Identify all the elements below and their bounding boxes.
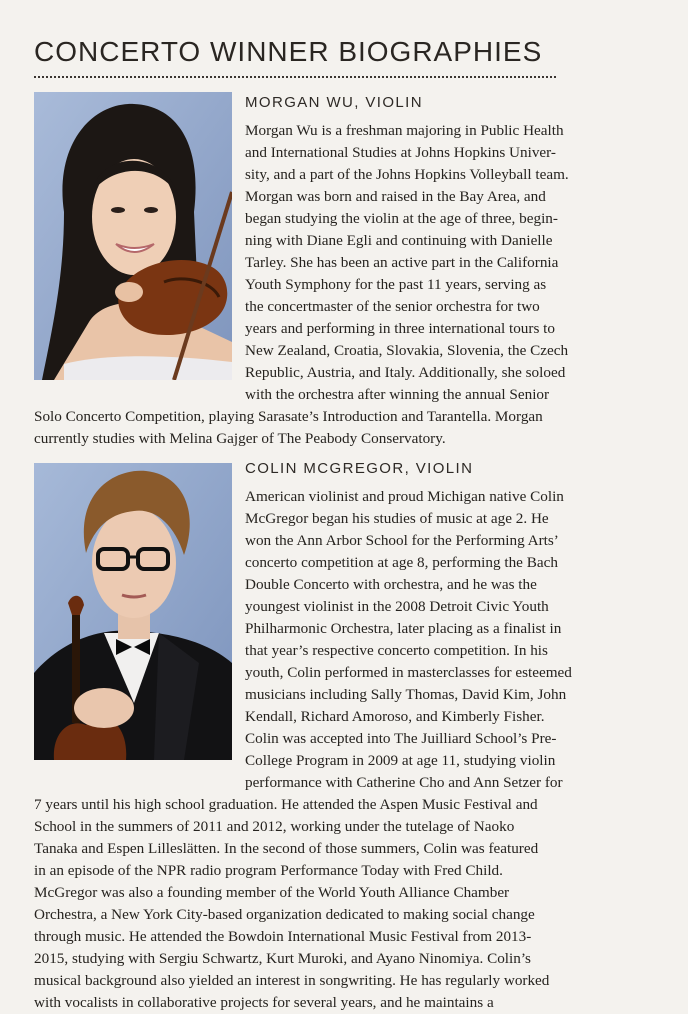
bio-line: youth, Colin performed in masterclasses for esteemed [245, 664, 572, 681]
bio-line: School in the summers of 2011 and 2012, working under the tutelage of Naoko [34, 818, 515, 835]
bio-line: Orchestra, a New York City-based organization dedicated to making social change [34, 906, 535, 923]
bio-line: began studying the violin at the age of three, begin- [245, 210, 558, 227]
bio-line: American violinist and proud Michigan native Colin [245, 488, 564, 505]
bio-line: musical background also yielded an interest in songwriting. He has regularly worked [34, 972, 550, 989]
bio-line: currently studies with Melina Gajger of The Peabody Conservatory. [34, 430, 446, 447]
bio-line: Kendall, Richard Amoroso, and Kimberly Fisher. [245, 708, 545, 725]
bio-line: Philharmonic Orchestra, later placing as a finalist in [245, 620, 562, 637]
bio-line: musicians including Sally Thomas, David Kim, John [245, 686, 567, 703]
bio-line: Morgan Wu is a freshman majoring in Public Health [245, 122, 564, 139]
bio-line: and International Studies at Johns Hopkins Univer- [245, 144, 556, 161]
bio-line: Colin was accepted into The Juilliard School’s Pre- [245, 730, 557, 747]
bio-name-colin-mcgregor: COLIN MCGREGOR, VIOLIN [245, 460, 474, 477]
bio-line: with the orchestra after winning the annual Senior [245, 386, 550, 403]
page-title: CONCERTO WINNER BIOGRAPHIES [34, 36, 543, 67]
bio-line: that year’s respective concerto competition. In his [245, 642, 548, 659]
bio-line: College Program in 2009 at age 11, studying violin [245, 752, 556, 769]
bio-line: Youth Symphony for the past 11 years, serving as [245, 276, 547, 293]
bio-line: 2015, studying with Sergiu Schwartz, Kurt Muroki, and Ayano Ninomiya. Colin’s [34, 950, 531, 967]
bio-line: New Zealand, Croatia, Slovakia, Slovenia, the Czech [245, 342, 569, 359]
bio-line: Morgan was born and raised in the Bay Area, and [245, 188, 546, 205]
bio-line: Double Concerto with orchestra, and he was the [245, 576, 537, 593]
bio-line: youngest violinist in the 2008 Detroit Civic Youth [245, 598, 549, 615]
bio-line: through music. He attended the Bowdoin International Music Festival from 2013- [34, 928, 532, 945]
bio-line: 7 years until his high school graduation. He attended the Aspen Music Festival and [34, 796, 538, 813]
bio-line: Tanaka and Espen Lilleslätten. In the second of those summers, Colin was featured [34, 840, 539, 857]
bio-line: won the Ann Arbor School for the Performing Arts’ [245, 532, 559, 549]
bio-line: ning with Diane Egli and continuing with Danielle [245, 232, 553, 249]
bio-line: Republic, Austria, and Italy. Additionally, she soloed [245, 364, 566, 381]
bio-line: performance with Catherine Cho and Ann Setzer for [245, 774, 563, 791]
bio-line: sity, and a part of the Johns Hopkins Volleyball team. [245, 166, 569, 183]
bio-line: years and performing in three international tours to [245, 320, 555, 337]
dotted-divider [34, 76, 556, 78]
bio-line: in an episode of the NPR radio program Performance Today with Fred Child. [34, 862, 503, 879]
bio-line: McGregor began his studies of music at age 2. He [245, 510, 549, 527]
bio-line: concerto competition at age 8, performing the Bach [245, 554, 558, 571]
bio-line: Tarley. She has been an active part in the California [245, 254, 559, 271]
morgan-wu-photo [34, 92, 232, 380]
bio-line: Solo Concerto Competition, playing Sarasate’s Introduction and Tarantella. Morgan [34, 408, 543, 425]
bio-line: with vocalists in collaborative projects for several years, and he maintains a [34, 994, 494, 1011]
bio-line: McGregor was also a founding member of the World Youth Alliance Chamber [34, 884, 510, 901]
bio-line: the concertmaster of the senior orchestra for two [245, 298, 540, 315]
colin-mcgregor-photo [34, 463, 232, 760]
bio-name-morgan-wu: MORGAN WU, VIOLIN [245, 94, 423, 111]
